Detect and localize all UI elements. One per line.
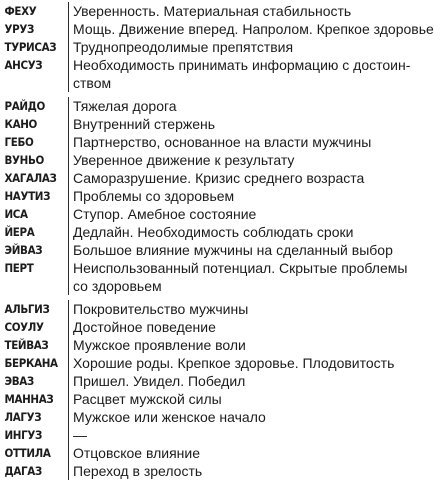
rune-name: НАУТИЗ (4, 189, 51, 203)
rune-meaning: Большое влияние мужчины на сделанный выбор (68, 241, 444, 259)
rune-name: ФЕХУ (4, 4, 37, 18)
rune-name: АНСУЗ (4, 58, 43, 72)
rune-meaning: Расцвет мужской силы (68, 390, 444, 408)
rune-name: ТЕЙВАЗ (4, 338, 49, 352)
rune-meaning: Мужское проявление воли (68, 336, 444, 354)
table-row (0, 372, 444, 390)
rune-name: ПЕРТ (4, 261, 34, 275)
rune-name: ТУРИСАЗ (4, 40, 57, 54)
table-row (0, 151, 444, 169)
table-row (0, 318, 444, 336)
rune-meaning: Труднопреодолимые препятствия (68, 38, 444, 56)
rune-meaning: Уверенность. Материальная стабильность (68, 2, 444, 20)
rune-meaning: Внутренний стержень (68, 115, 444, 133)
rune-meaning-line: Неиспользованный потенциал. Скрытые проблемы (73, 260, 408, 276)
rune-meaning: Тяжелая дорога (68, 97, 444, 115)
table-row (0, 169, 444, 187)
table-row (0, 205, 444, 223)
table-row (0, 187, 444, 205)
rune-meaning (68, 56, 444, 92)
table-row (0, 2, 444, 20)
table-row (0, 115, 444, 133)
rune-meaning: — (68, 426, 444, 444)
table-row (0, 259, 444, 295)
rune-meaning-line: со здоровьем (73, 278, 162, 294)
table-row (0, 56, 444, 92)
table-row (0, 300, 444, 318)
rune-name: ВУНЬО (4, 153, 44, 167)
rune-name: АЛЬГИЗ (4, 302, 50, 316)
table-row (0, 354, 444, 372)
rune-name: ЛАГУЗ (4, 410, 42, 424)
rune-name: РАЙДО (4, 99, 45, 113)
table-row (0, 38, 444, 56)
rune-meaning: Проблемы со здоровьем (68, 187, 444, 205)
rune-name: ОТТИЛА (4, 446, 51, 460)
rune-meaning: Дедлайн. Необходимость соблюдать сроки (68, 223, 444, 241)
rune-name: ЙЕРА (4, 225, 35, 239)
rune-name: УРУЗ (4, 22, 34, 36)
rune-name: СОУЛУ (4, 320, 44, 334)
rune-meaning: Мощь. Движение вперед. Напролом. Крепкое здоровье (68, 20, 444, 38)
rune-meaning: Саморазрушение. Кризис среднего возраста (68, 169, 444, 187)
table-row (0, 444, 444, 462)
table-row (0, 426, 444, 444)
table-row (0, 336, 444, 354)
rune-meaning: Переход в зрелость (68, 462, 444, 480)
rune-name: ГЕБО (4, 135, 34, 149)
rune-meaning: Достойное поведение (68, 318, 444, 336)
rune-name: МАННАЗ (4, 392, 54, 406)
rune-name: ЭЙВАЗ (4, 243, 43, 257)
rune-meaning: Хорошие роды. Крепкое здоровье. Плодовитость (68, 354, 444, 372)
rune-name: ИНГУЗ (4, 428, 42, 442)
rune-meaning-line: Необходимость принимать информацию с достоин- (73, 57, 411, 73)
rune-meanings-table (0, 2, 444, 480)
rune-meaning: Ступор. Амебное состояние (68, 205, 444, 223)
table-row (0, 462, 444, 480)
table-row (0, 223, 444, 241)
rune-name: БЕРКАНА (4, 356, 58, 370)
rune-name: ЭВАЗ (4, 374, 34, 388)
rune-meaning: Отцовское влияние (68, 444, 444, 462)
rune-name: ИСА (4, 207, 28, 221)
rune-meaning: Покровительство мужчины (68, 300, 444, 318)
rune-meaning: Уверенное движение к результату (68, 151, 444, 169)
table-row (0, 97, 444, 115)
table-row (0, 20, 444, 38)
rune-meaning: Пришел. Увидел. Победил (68, 372, 444, 390)
rune-meaning (68, 259, 444, 295)
rune-name: ХАГАЛАЗ (4, 171, 57, 185)
table-row (0, 133, 444, 151)
table-row (0, 408, 444, 426)
rune-meaning-line: ством (73, 75, 112, 91)
rune-name: КАНО (4, 117, 37, 131)
rune-meaning: Партнерство, основанное на власти мужчины (68, 133, 444, 151)
rune-meaning: Мужское или женское начало (68, 408, 444, 426)
table-row (0, 390, 444, 408)
rune-name: ДАГАЗ (4, 464, 42, 478)
table-row (0, 241, 444, 259)
